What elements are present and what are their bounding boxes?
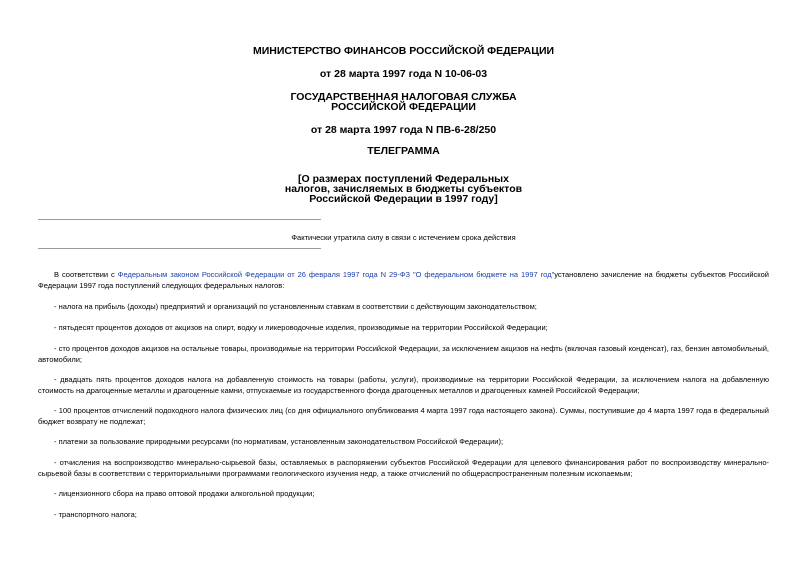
service-heading-line1: ГОСУДАРСТВЕННАЯ НАЛОГОВАЯ СЛУЖБА [290, 91, 517, 103]
list-item: - транспортного налога; [54, 510, 137, 519]
intro-prefix: В соответствии с [54, 270, 118, 279]
list-item: - 100 процентов отчислений подоходного налога физических лиц (со дня официального опубликования 4 марта 1997 года настоящего закона). Суммы, поступившие до 4 марта 1997 года в федеральный бюджет возврату не подлежат; [38, 406, 769, 426]
list-item: - пятьдесят процентов доходов от акцизов на спирт, водку и ликероводочные изделия, производимые на территории Российской Федерации; [54, 323, 548, 332]
list-item: - налога на прибыль (доходы) предприятий и организаций по установленным ставкам в соответствии с действующим законодательством; [54, 302, 537, 311]
list-item: - сто процентов доходов акцизов на остальные товары, производимые на территории Российской Федерации, за исключением акцизов на нефть (включая газовый конденсат), газ, бензин автомобильный, автомобили; [38, 344, 769, 364]
status-note: Фактически утратила силу в связи с истечением срока действия [291, 233, 516, 242]
divider-top [38, 219, 321, 220]
intro-paragraph [38, 270, 769, 291]
intro-suffix: установлено зачисление на бюджеты субъектов Российской Федерации 1997 года поступлений следующих федеральных налогов: [38, 270, 769, 290]
document-type: ТЕЛЕГРАММА [367, 145, 440, 157]
document-title-line1: [О размерах поступлений Федеральных [298, 173, 509, 185]
ministry-heading: МИНИСТЕРСТВО ФИНАНСОВ РОССИЙСКОЙ ФЕДЕРАЦИИ [252, 45, 555, 57]
divider-bottom [38, 248, 321, 249]
ministry-date: от 28 марта 1997 года N 10-06-03 [319, 68, 488, 80]
list-item: - лицензионного сбора на право оптовой продажи алкогольной продукции; [54, 489, 315, 498]
list-item: - отчисления на воспроизводство минерально-сырьевой базы, оставляемых в распоряжении субъектов Российской Федерации для целевого финансирования работ по воспроизводству минерально-сырьевой базы в соответствии с территориальными программами геологического изучения недр, а также отчислений по общераспространенным полезным ископаемым; [38, 458, 769, 478]
document-title-line2: налогов, зачисляемых в бюджеты субъектов [284, 183, 523, 195]
federal-law-link[interactable]: Федеральным законом Российской Федерации от 26 февраля 1997 года N 29-ФЗ "О федеральном бюджете на 1997 год" [117, 270, 555, 279]
document-title-line3: Российской Федерации в 1997 году] [309, 193, 498, 205]
list-item: - платежи за пользование природными ресурсами (по нормативам, установленным законодательством Российской Федерации); [54, 437, 504, 446]
service-date: от 28 марта 1997 года N ПВ-6-28/250 [310, 124, 497, 136]
service-heading-line2: РОССИЙСКОЙ ФЕДЕРАЦИИ [331, 101, 476, 113]
list-item: - двадцать пять процентов доходов налога на добавленную стоимость на товары (работы, услуги), производимые на территории Российской Федерации, за исключением налога на добавленную стоимость на драгоценные металлы и драгоценные камни, отпускаемые из государственного фонда драгоценных металлов и драгоценных камней Российской Федерации; [38, 375, 769, 395]
